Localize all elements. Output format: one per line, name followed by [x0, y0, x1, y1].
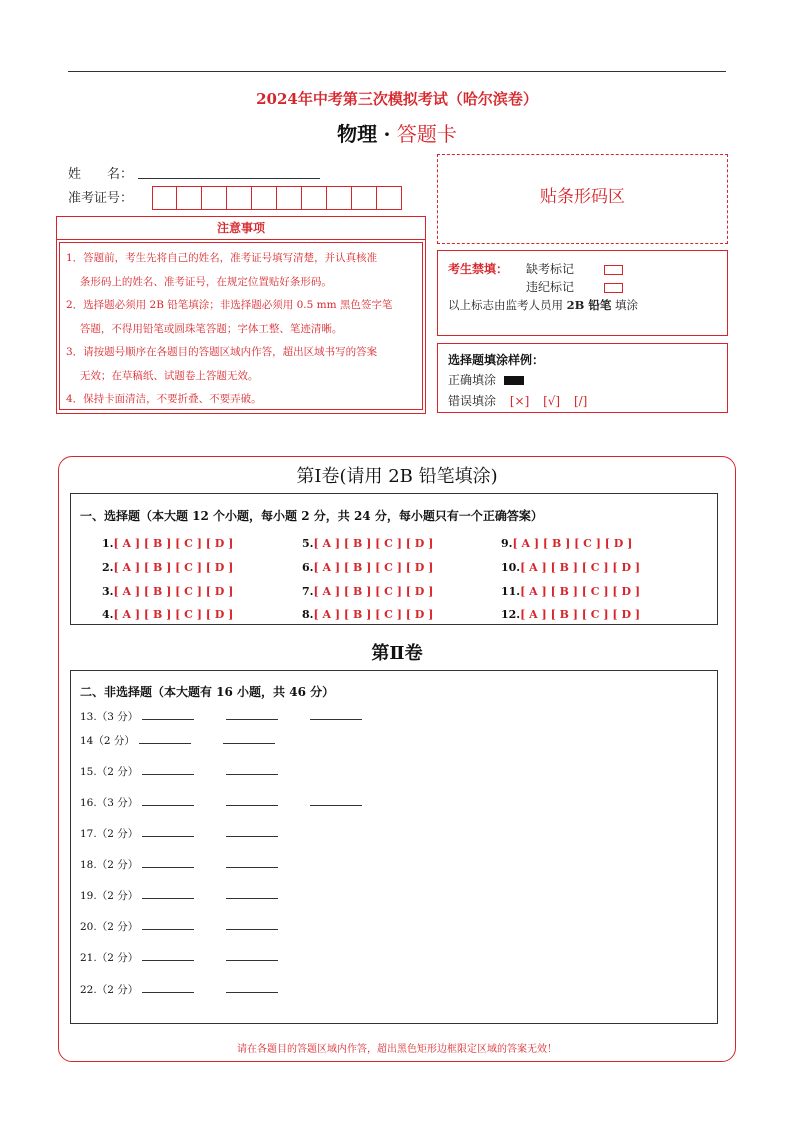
- name-label: 姓 名：: [68, 167, 134, 182]
- fill-question-label: 17.（2 分）: [80, 828, 139, 840]
- fill-question-row: [80, 982, 278, 997]
- fill-question-row: [80, 826, 278, 841]
- answer-options[interactable]: [ A ] [ B ] [ C ] [ D ]: [313, 561, 434, 574]
- answer-blank[interactable]: [223, 743, 275, 744]
- wrong-fill-label: 错误填涂: [448, 394, 497, 408]
- notice-item: 无效；在草稿纸、试题卷上答题无效。: [66, 369, 259, 382]
- id-digit-box[interactable]: [227, 186, 252, 210]
- answer-blank[interactable]: [226, 867, 278, 868]
- id-digit-box[interactable]: [152, 186, 177, 210]
- wrong-mark-check: [√]: [543, 394, 561, 408]
- question-number: 5.: [302, 537, 314, 550]
- fill-question-row: [80, 795, 362, 810]
- choice-question[interactable]: [102, 585, 233, 598]
- answer-blank[interactable]: [226, 836, 278, 837]
- violation-mark-box: [604, 283, 623, 293]
- proctor-note-prefix: 以上标志由监考人员用: [448, 298, 563, 312]
- id-digit-box[interactable]: [177, 186, 202, 210]
- fill-question-label: 21.（2 分）: [80, 952, 139, 964]
- notice-item: 2．选择题必须用 2B 铅笔填涂；非选择题必须用 0.5 mm 黑色签字笔: [66, 299, 393, 311]
- card-subtitle: [0, 118, 794, 147]
- subject-label: 物理: [337, 122, 378, 146]
- answer-blank[interactable]: [142, 929, 194, 930]
- choice-question[interactable]: [102, 561, 233, 574]
- question-number: 2.: [102, 561, 114, 574]
- choice-section-title: 一、选择题（本大题 12 个小题，每小题 2 分，共 24 分，每小题只有一个正确答案）: [80, 509, 543, 523]
- fill-question-row: [80, 709, 362, 724]
- absent-mark-row: [526, 260, 623, 277]
- answer-blank[interactable]: [310, 719, 362, 720]
- correct-fill-label: 正确填涂: [448, 373, 497, 387]
- question-number: 9.: [501, 537, 513, 550]
- sample-title: 选择题填涂样例：: [448, 353, 545, 367]
- part2-title: 第Ⅱ卷: [371, 643, 423, 664]
- answer-blank[interactable]: [142, 867, 194, 868]
- fill-question-label: 16.（3 分）: [80, 797, 139, 809]
- answer-blank[interactable]: [226, 929, 278, 930]
- answer-blank[interactable]: [226, 992, 278, 993]
- card-type-label: 答题卡: [396, 122, 457, 146]
- fill-question-row: [80, 733, 275, 748]
- answer-options[interactable]: [ A ] [ B ] [ C ] [ D ]: [113, 537, 234, 550]
- answer-options[interactable]: [ A ] [ B ] [ C ] [ D ]: [520, 561, 641, 574]
- answer-options[interactable]: [ A ] [ B ] [ C ] [ D ]: [520, 585, 641, 598]
- notice-item: 1．答题前，考生先将自己的姓名，准考证号填写清楚，并认真核准: [66, 252, 378, 264]
- answer-blank[interactable]: [142, 992, 194, 993]
- wrong-fill-row: [448, 392, 587, 409]
- answer-blank[interactable]: [142, 805, 194, 806]
- notice-item: 3．请按题号顺序在各题目的答题区域内作答，超出区域书写的答案: [66, 346, 378, 358]
- choice-question[interactable]: [302, 537, 433, 550]
- question-number: 1.: [102, 537, 114, 550]
- answer-options[interactable]: [ A ] [ B ] [ C ] [ D ]: [313, 585, 434, 598]
- fill-question-label: 19.（2 分）: [80, 890, 139, 902]
- notice-item: 答题，不得用铅笔或圆珠笔答题；字体工整、笔迹清晰。: [66, 322, 343, 335]
- answer-blank[interactable]: [142, 836, 194, 837]
- choice-question[interactable]: [302, 585, 433, 598]
- violation-mark-row: [526, 278, 623, 295]
- fill-section-title: 二、非选择题（本大题有 16 小题，共 46 分）: [80, 685, 335, 699]
- wrong-mark-slash: [/]: [573, 394, 588, 408]
- exam-title: 2024年中考第三次模拟考试（哈尔滨卷）: [256, 90, 538, 108]
- question-number: 4.: [102, 608, 114, 621]
- id-digit-box[interactable]: [252, 186, 277, 210]
- proctor-note-bold: 2B 铅笔: [566, 298, 612, 312]
- answer-blank[interactable]: [226, 719, 278, 720]
- id-digit-box[interactable]: [202, 186, 227, 210]
- notice-panel: [56, 216, 426, 414]
- answer-blank[interactable]: [142, 898, 194, 899]
- choice-question[interactable]: [501, 585, 640, 598]
- fill-question-label: 20.（2 分）: [80, 921, 139, 933]
- question-number: 6.: [302, 561, 314, 574]
- answer-blank[interactable]: [139, 743, 191, 744]
- proctor-note: [448, 297, 638, 313]
- id-label: 准考证号：: [68, 191, 134, 206]
- fill-question-label: 13.（3 分）: [80, 711, 139, 723]
- notice-title: 注意事项: [57, 217, 425, 240]
- question-number: 7.: [302, 585, 314, 598]
- choice-question[interactable]: [501, 537, 632, 550]
- question-number: 10.: [501, 561, 521, 574]
- choice-question[interactable]: [501, 561, 640, 574]
- id-digit-box[interactable]: [352, 186, 377, 210]
- answer-options[interactable]: [ A ] [ B ] [ C ] [ D ]: [313, 608, 434, 621]
- answer-blank[interactable]: [142, 719, 194, 720]
- fill-question-label: 18.（2 分）: [80, 859, 139, 871]
- proctor-note-suffix: 填涂: [615, 298, 639, 312]
- answer-blank[interactable]: [142, 774, 194, 775]
- answer-options[interactable]: [ A ] [ B ] [ C ] [ D ]: [113, 561, 234, 574]
- answer-blank[interactable]: [226, 960, 278, 961]
- answer-options[interactable]: [ A ] [ B ] [ C ] [ D ]: [313, 537, 434, 550]
- id-digit-box[interactable]: [302, 186, 327, 210]
- question-number: 11.: [501, 585, 521, 598]
- answer-blank[interactable]: [226, 898, 278, 899]
- fill-question-row: [80, 950, 278, 965]
- answer-options[interactable]: [ A ] [ B ] [ C ] [ D ]: [520, 608, 641, 621]
- question-number: 12.: [501, 608, 521, 621]
- fill-question-label: 22.（2 分）: [80, 984, 139, 996]
- barcode-area: 贴条形码区: [437, 154, 728, 244]
- violation-mark-label: 违纪标记: [526, 280, 575, 294]
- choice-question[interactable]: [501, 608, 640, 621]
- choice-question[interactable]: [302, 608, 433, 621]
- choice-question[interactable]: [102, 537, 233, 550]
- answer-blank[interactable]: [226, 805, 278, 806]
- choice-question[interactable]: [302, 561, 433, 574]
- proctor-only-panel: [437, 250, 728, 336]
- answer-blank[interactable]: [310, 805, 362, 806]
- top-rule: [68, 71, 726, 72]
- question-number: 3.: [102, 585, 114, 598]
- footer-warning: 请在各题目的答题区域内作答，超出黑色矩形边框限定区域的答案无效！: [237, 1044, 557, 1055]
- fill-question-row: [80, 857, 278, 872]
- notice-list: [59, 242, 423, 410]
- fill-question-row: [80, 919, 278, 934]
- absent-mark-label: 缺考标记: [526, 262, 575, 276]
- fill-question-label: 14（2 分）: [80, 735, 135, 747]
- fill-sample-panel: [437, 343, 728, 413]
- notice-item: 4．保持卡面清洁，不要折叠、不要弄破。: [66, 393, 262, 405]
- answer-blank[interactable]: [226, 774, 278, 775]
- id-digit-box[interactable]: [327, 186, 352, 210]
- choice-question[interactable]: [102, 608, 233, 621]
- name-field[interactable]: [138, 178, 320, 179]
- answer-options[interactable]: [ A ] [ B ] [ C ] [ D ]: [512, 537, 633, 550]
- wrong-mark-x: [×]: [509, 394, 530, 408]
- proctor-title: 考生禁填：: [448, 262, 509, 276]
- correct-fill-row: [448, 371, 524, 388]
- fill-question-row: [80, 888, 278, 903]
- id-digit-box[interactable]: [277, 186, 302, 210]
- notice-item: 条形码上的姓名、准考证号，在规定位置贴好条形码。: [66, 275, 332, 288]
- filled-block-icon: [504, 376, 524, 385]
- absent-mark-box: [604, 265, 623, 275]
- question-number: 8.: [302, 608, 314, 621]
- answer-blank[interactable]: [142, 960, 194, 961]
- id-number-boxes: [152, 186, 402, 210]
- answer-options[interactable]: [ A ] [ B ] [ C ] [ D ]: [113, 608, 234, 621]
- subtitle-separator: ·: [383, 122, 391, 146]
- fill-question-row: [80, 764, 278, 779]
- fill-question-label: 15.（2 分）: [80, 766, 139, 778]
- part1-title: 第Ⅰ卷(请用 2B 铅笔填涂): [296, 466, 498, 487]
- answer-options[interactable]: [ A ] [ B ] [ C ] [ D ]: [113, 585, 234, 598]
- id-digit-box[interactable]: [377, 186, 402, 210]
